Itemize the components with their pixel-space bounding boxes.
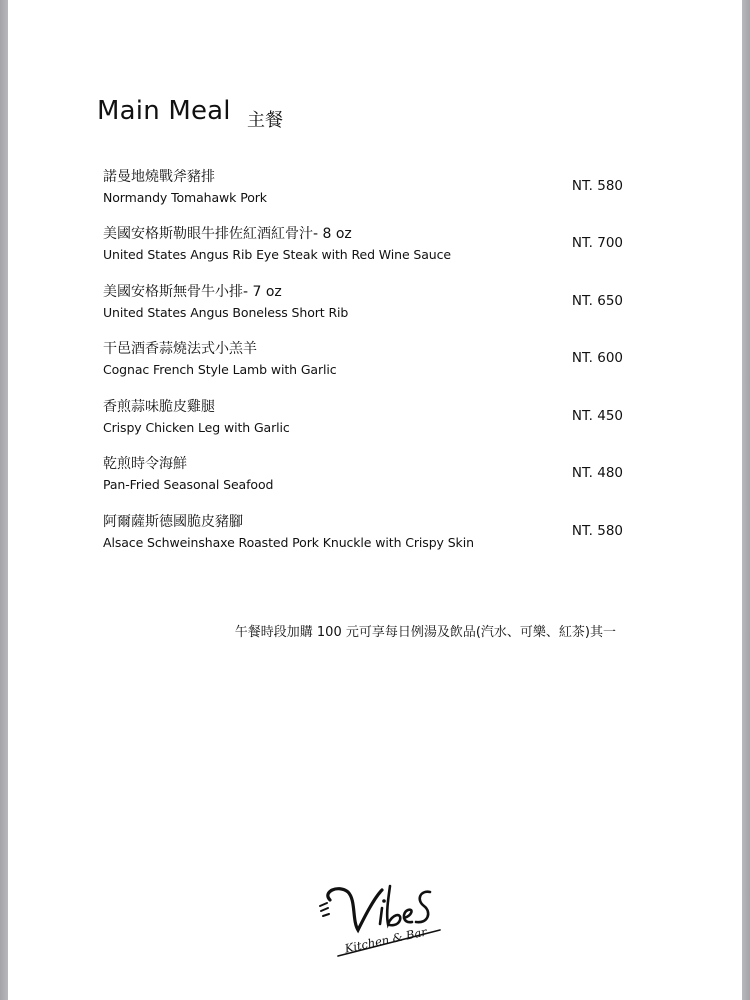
item-name-zh: 香煎蒜味脆皮雞腿 — [103, 399, 215, 415]
vibes-logo — [316, 878, 446, 962]
menu-item — [103, 338, 623, 388]
item-name-zh: 諾曼地燒戰斧豬排 — [103, 169, 215, 185]
item-name-en: Crispy Chicken Leg with Garlic — [103, 420, 290, 435]
section-title-zh: 主餐 — [247, 110, 283, 131]
lunch-addon-note: 午餐時段加購 100 元可享每日例湯及飲品(汽水、可樂、紅茶)其一 — [234, 625, 616, 640]
item-price: NT. 650 — [571, 293, 623, 309]
page-edge-right — [742, 0, 750, 1000]
item-name-zh: 乾煎時令海鮮 — [103, 456, 187, 472]
item-price: NT. 700 — [571, 235, 623, 251]
logo-tagline: Kitchen & Bar — [343, 924, 428, 956]
menu-item — [103, 453, 623, 503]
item-price: NT. 480 — [571, 465, 623, 481]
menu-item — [103, 166, 623, 216]
menu-item — [103, 281, 623, 331]
item-price: NT. 580 — [571, 523, 623, 539]
item-name-zh: 阿爾薩斯德國脆皮豬腳 — [103, 514, 243, 530]
menu-page — [8, 0, 742, 1000]
section-title: Main Meal — [97, 96, 231, 126]
item-name-en: Alsace Schweinshaxe Roasted Pork Knuckle with Crispy Skin — [103, 535, 474, 550]
item-name-zh: 美國安格斯無骨牛小排- 7 oz — [103, 284, 282, 300]
menu-item — [103, 511, 623, 561]
item-name-en: Pan-Fried Seasonal Seafood — [103, 477, 274, 492]
menu-item — [103, 223, 623, 273]
item-name-en: United States Angus Rib Eye Steak with Red Wine Sauce — [103, 247, 451, 262]
item-name-en: Normandy Tomahawk Pork — [103, 190, 267, 205]
page-edge-left — [0, 0, 8, 1000]
menu-item — [103, 396, 623, 446]
item-price: NT. 580 — [571, 178, 623, 194]
item-name-zh: 美國安格斯勒眼牛排佐紅酒紅骨汁- 8 oz — [103, 226, 352, 242]
item-name-zh: 干邑酒香蒜燒法式小羔羊 — [103, 341, 257, 357]
vibes-logo-mark-icon — [316, 878, 446, 962]
item-name-en: United States Angus Boneless Short Rib — [103, 305, 349, 320]
item-price: NT. 450 — [571, 408, 623, 424]
item-name-en: Cognac French Style Lamb with Garlic — [103, 362, 337, 377]
item-price: NT. 600 — [571, 350, 623, 366]
